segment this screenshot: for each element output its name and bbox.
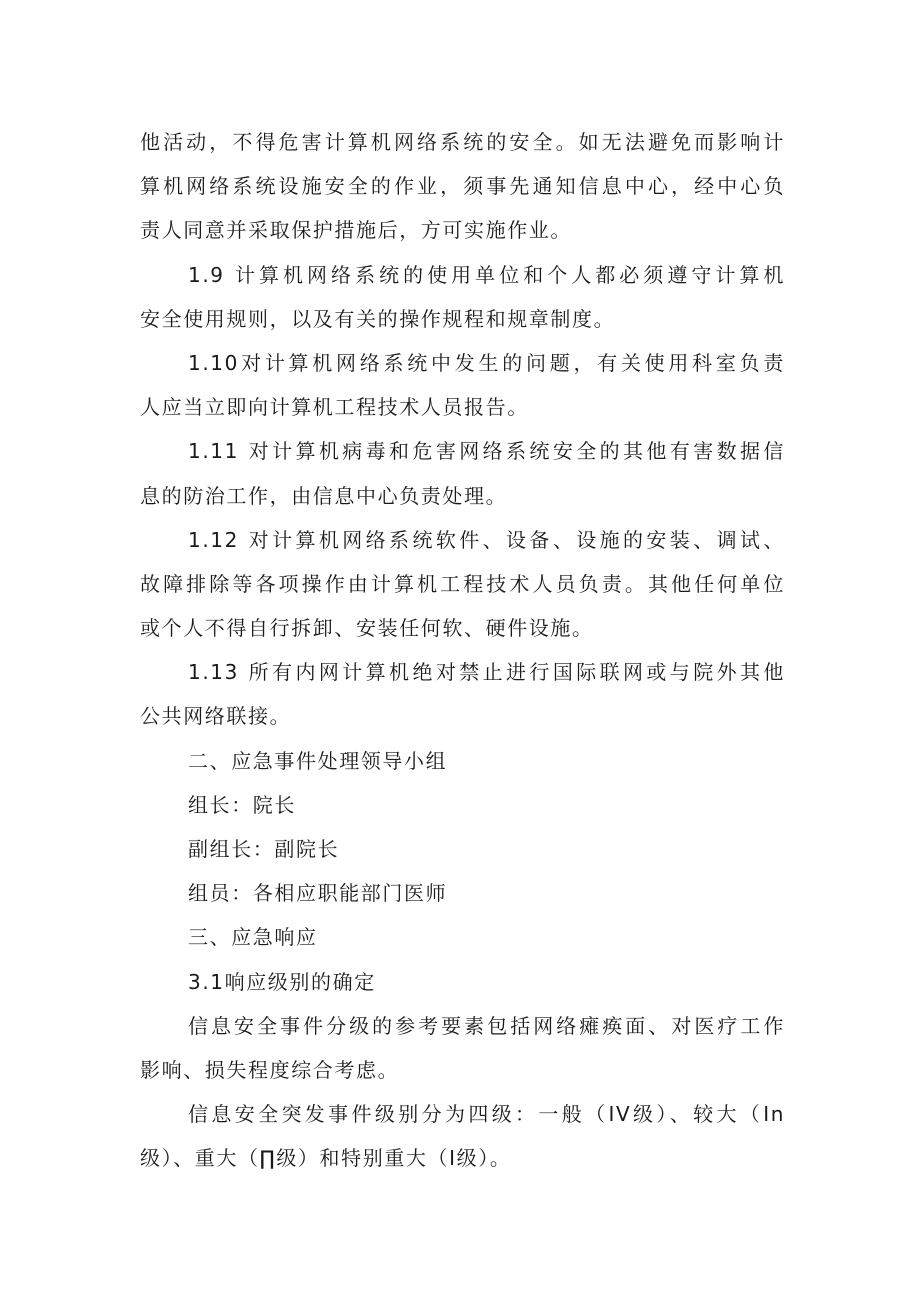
text-line: 算机网络系统设施安全的作业，须事先通知信息中心，经中心负 — [140, 174, 785, 199]
text-line: 二、应急事件处理领导小组 — [188, 748, 448, 773]
text-line: 信息安全事件分级的参考要素包括网络瘫痪面、对医疗工作 — [188, 1013, 785, 1038]
text-line: 1.11 对计算机病毒和危害网络系统安全的其他有害数据信 — [188, 439, 785, 464]
text-line: 公共网络联接。 — [140, 704, 292, 729]
text-line: 责人同意并采取保护措施后，方可实施作业。 — [140, 218, 572, 243]
text-line: 安全使用规则，以及有关的操作规程和规章制度。 — [140, 306, 616, 331]
text-line: 息的防治工作，由信息中心负责处理。 — [140, 483, 508, 508]
text-line: 1.10对计算机网络系统中发生的问题，有关使用科室负责 — [188, 350, 785, 375]
text-line: 组长：院长 — [188, 792, 296, 817]
text-line: 三、应急响应 — [188, 925, 318, 950]
text-line: 或个人不得自行拆卸、安装任何软、硬件设施。 — [140, 616, 594, 641]
text-line: 影响、损失程度综合考虑。 — [140, 1057, 400, 1082]
text-line: 级）、重大（∏级）和特别重大（I级）。 — [140, 1146, 512, 1171]
text-line: 组员：各相应职能部门医师 — [188, 881, 448, 906]
text-line: 信息安全突发事件级别分为四级：一般（IV级）、较大（In — [188, 1102, 785, 1127]
text-line: 1.9 计算机网络系统的使用单位和个人都必须遵守计算机 — [188, 262, 785, 287]
text-line: 故障排除等各项操作由计算机工程技术人员负责。其他任何单位 — [140, 571, 785, 596]
text-line: 1.13 所有内网计算机绝对禁止进行国际联网或与院外其他 — [188, 660, 785, 685]
text-line: 人应当立即向计算机工程技术人员报告。 — [140, 395, 529, 420]
text-line: 1.12 对计算机网络系统软件、设备、设施的安装、调试、 — [188, 527, 785, 552]
text-line: 副组长：副院长 — [188, 837, 340, 861]
text-line: 他活动，不得危害计算机网络系统的安全。如无法避免而影响计 — [140, 130, 785, 154]
document-body — [140, 120, 785, 1181]
text-line: 3.1响应级别的确定 — [188, 969, 376, 994]
